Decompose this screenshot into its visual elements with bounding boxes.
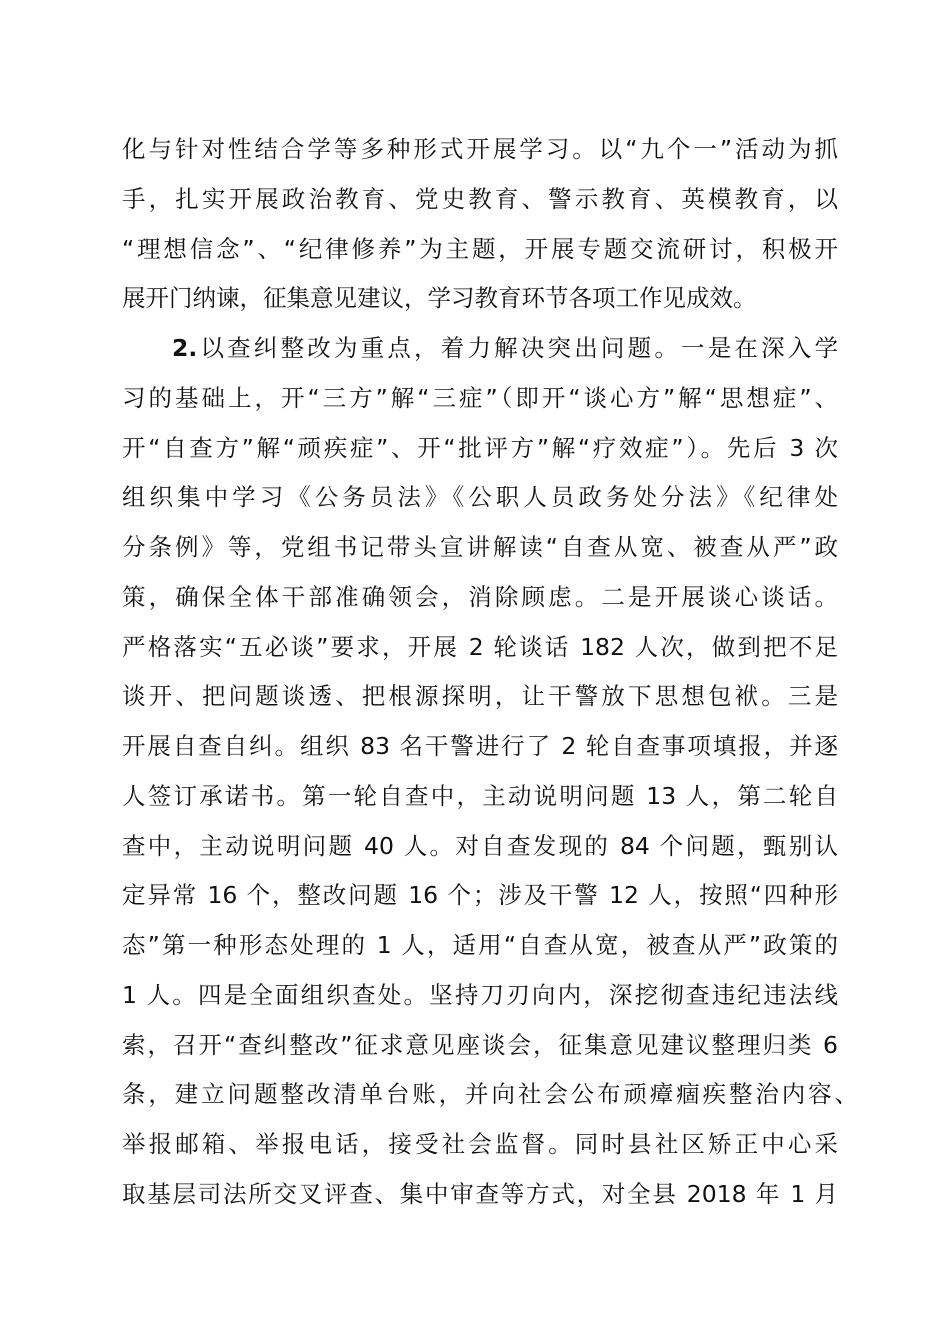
paragraph-line: 索，召开“查纠整改”征求意见座谈会，征集意见建议整理归类 6	[122, 1030, 838, 1059]
paragraph-line: 谈开、把问题谈透、把根源探明，让干警放下思想包袱。三是	[122, 682, 838, 711]
paragraph-line: 开“自查方”解“顽疾症”、开“批评方”解“疗效症”）。先后 3 次	[122, 433, 838, 462]
paragraph-line: 化与针对性结合学等多种形式开展学习。以“九个一”活动为抓	[122, 135, 838, 163]
paragraph-line: 1 人。四是全面组织查处。坚持刀刃向内，深挖彻查违纪违法线	[122, 980, 838, 1009]
paragraph-line: 态”第一种形态处理的 1 人，适用“自查从宽，被查从严”政策的	[122, 931, 838, 959]
paragraph-line: 条，建立问题整改清单台账，并向社会公布顽瘴痼疾整治内容、	[122, 1080, 858, 1109]
paragraph-line: 开展自查自纠。组织 83 名干警进行了 2 轮自查事项填报，并逐	[122, 732, 838, 760]
paragraph-line: 举报邮箱、举报电话，接受社会监督。同时县社区矫正中心采	[122, 1130, 838, 1158]
paragraph-line: “理想信念”、“纪律修养”为主题，开展专题交流研讨，积极开	[122, 234, 838, 263]
paragraph-line: 分条例》等，党组书记带头宣讲解读“自查从宽、被查从严”政	[122, 533, 838, 561]
paragraph-line: 严格落实“五必谈”要求，开展 2 轮谈话 182 人次，做到把不足	[122, 632, 838, 661]
paragraph-line: 展开门纳谏，征集意见建议，学习教育环节各项工作见成效。	[122, 284, 757, 313]
paragraph-line: 取基层司法所交叉评查、集中审查等方式，对全县 2018 年 1 月	[122, 1179, 838, 1208]
document-page	[122, 125, 858, 1220]
section-number: 2.	[172, 334, 198, 362]
section-heading-text: 以查纠整改为重点，着力解决突出问题。一是在深入学	[197, 334, 838, 362]
paragraph-line: 人签订承诺书。第一轮自查中，主动说明问题 13 人，第二轮自	[122, 781, 838, 810]
paragraph-line: 组织集中学习《公务员法》《公职人员政务处分法》《纪律处	[122, 483, 838, 512]
paragraph-line: 策，确保全体干部准确领会，消除顾虑。二是开展谈心谈话。	[122, 582, 838, 611]
section-heading-line	[122, 324, 838, 374]
paragraph-line: 手，扎实开展政治教育、党史教育、警示教育、英模教育，以	[122, 184, 838, 213]
paragraph-line: 习的基础上，开“三方”解“三症”（即开“谈心方”解“思想症”、	[122, 383, 838, 412]
paragraph-line: 查中，主动说明问题 40 人。对自查发现的 84 个问题，甄别认	[122, 831, 838, 860]
paragraph-line: 定异常 16 个，整改问题 16 个；涉及干警 12 人，按照“四种形	[122, 881, 838, 910]
